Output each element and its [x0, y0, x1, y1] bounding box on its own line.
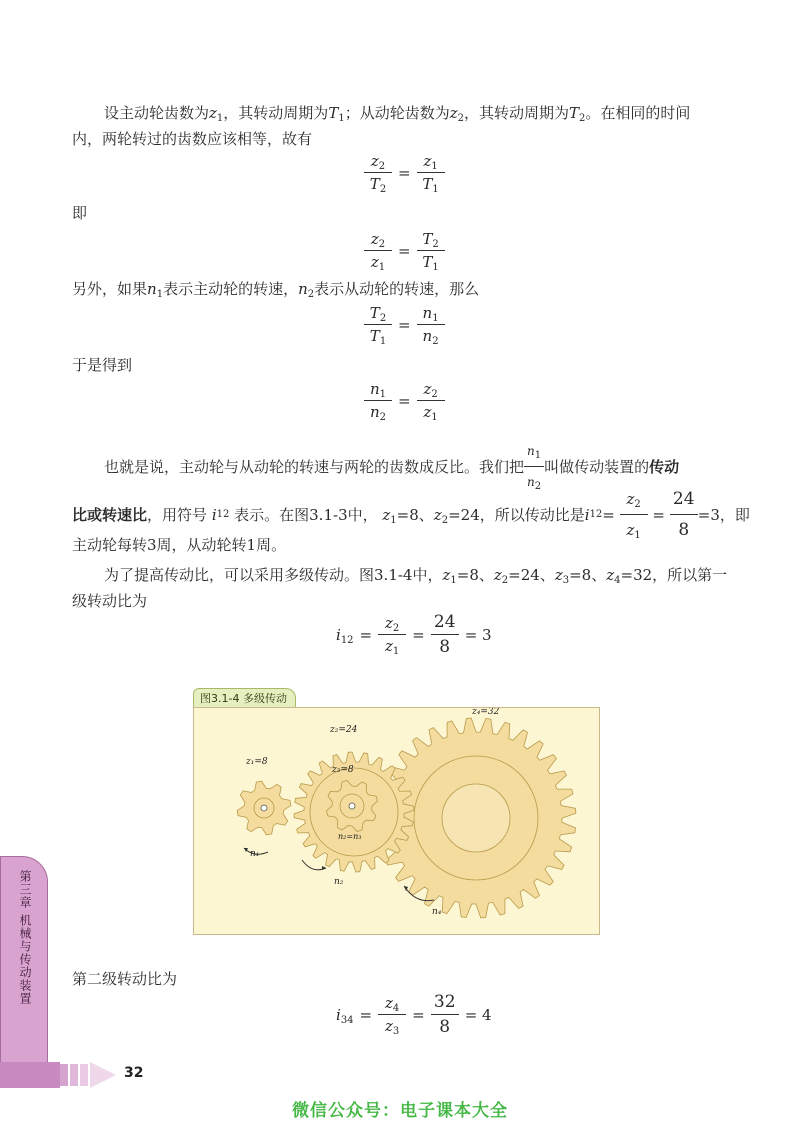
paragraph-7: 主动轮每转3周，从动轮转1周。: [72, 536, 287, 554]
text: ，用符号: [147, 505, 208, 524]
text: ；从动轮齿数为: [344, 104, 450, 122]
equation-1: $\frac{z_2}{T_2}$ = $\frac{z_1}{T_1}$: [364, 152, 445, 193]
paragraph-1-line2: 内，两轮转过的齿数应该相等，故有: [72, 130, 313, 148]
text: 设主动轮齿数为: [104, 104, 210, 122]
label-n4: n₄: [432, 907, 442, 917]
text: 表示从动轮的转速，那么: [314, 280, 480, 298]
paragraph-6: 比或转速比 ，用符号 i 12 表示。在图3.1-3中， $z_1=8$、$z_2=24$ ，所以传动比是 i 12 = $\frac{z_2}{z_1}$ = $\frac{24}{8}$ =3，即: [72, 486, 732, 543]
page-number: 32: [124, 1065, 144, 1081]
paragraph-5: 也就是说，主动轮与从动轮的转速与两轮的齿数成反比。我们把 $\frac{n_1}{n_2}$ 叫做传动装置的 传动: [104, 438, 732, 495]
paragraph-9: 级转动比为: [72, 592, 148, 610]
footer-watermark: 微信公众号：电子课本大全: [292, 1101, 508, 1121]
text-ji: 即: [72, 204, 88, 222]
paragraph-1: 设主动轮齿数为$z_1$，其转动周期为$T_1$；从动轮齿数为$z_2$，其转动周期为$T_2$。在相同的时间: [104, 104, 691, 124]
paragraph-3: 另外，如果$n_1$表示主动轮的转速，$n_2$表示从动轮的转速，那么: [72, 280, 480, 300]
text-yushi: 于是得到: [72, 356, 133, 374]
gear-z3-axle: [349, 803, 355, 809]
text: ，其转动周期为: [464, 104, 570, 122]
text: 表示主动轮的转速，: [163, 280, 299, 298]
label-z4: z₄=32: [472, 708, 500, 717]
page-arrow-decoration: [0, 1060, 118, 1090]
text: 叫做传动装置的: [544, 457, 650, 476]
figure-label: 图3.1-4 多级传动: [193, 688, 296, 709]
text: 另外，如果: [72, 280, 148, 298]
text: 也就是说，主动轮与从动轮的转速与两轮的齿数成反比。我们把: [104, 457, 525, 476]
text: ，其转动周期为: [223, 104, 329, 122]
gears-illustration: [194, 708, 599, 934]
gear-z1-axle: [261, 805, 267, 811]
text: 。在相同的时间: [585, 104, 691, 122]
figure-multistage-gears: [193, 688, 600, 934]
figure-box: [193, 707, 600, 935]
equation-5: $i_{12}$ = $\frac{z_2}{z_1}$ = $\frac{24}{8}$ = 3: [336, 612, 492, 657]
bold-term: 传动: [649, 457, 680, 476]
equation-6: $i_{34}$ = $\frac{z_4}{z_3}$ = $\frac{32}{8}$ = 4: [336, 992, 492, 1037]
equation-3: $\frac{T_2}{T_1}$ = $\frac{n_1}{n_2}$: [364, 304, 445, 345]
paragraph-10: 第二级转动比为: [72, 970, 178, 988]
gear-z4-hub: [442, 784, 510, 852]
equation-4: $\frac{n_1}{n_2}$ = $\frac{z_2}{z_1}$: [364, 380, 445, 421]
label-z2: z₂=24: [330, 725, 358, 735]
bold-term: 比或转速比: [72, 505, 148, 524]
text: =3，即: [697, 505, 750, 524]
label-n1: n₁: [250, 849, 260, 859]
text: ，所以传动比是: [479, 505, 585, 524]
label-n2-eq-n3: n₂=n₃: [338, 832, 362, 841]
paragraph-8: 为了提高传动比，可以采用多级传动。图3.1-4中，$z_1=8$、$z_2=24$、$z_3=8$、$z_4=32$，所以第一: [104, 566, 728, 586]
text: 为了提高传动比，可以采用多级传动。图3.1-4中，: [104, 566, 443, 584]
text: 表示。在图3.1-3中，: [234, 505, 378, 524]
text: ，所以第一: [652, 566, 728, 584]
label-z3: z₃=8: [332, 765, 354, 775]
equation-2: $\frac{z_2}{z_1}$ = $\frac{T_2}{T_1}$: [364, 230, 445, 271]
label-z1: z₁=8: [246, 757, 268, 767]
label-n2: n₂: [334, 877, 344, 887]
chapter-side-tab-label: 第三章 机械与传动装置: [18, 870, 32, 1005]
